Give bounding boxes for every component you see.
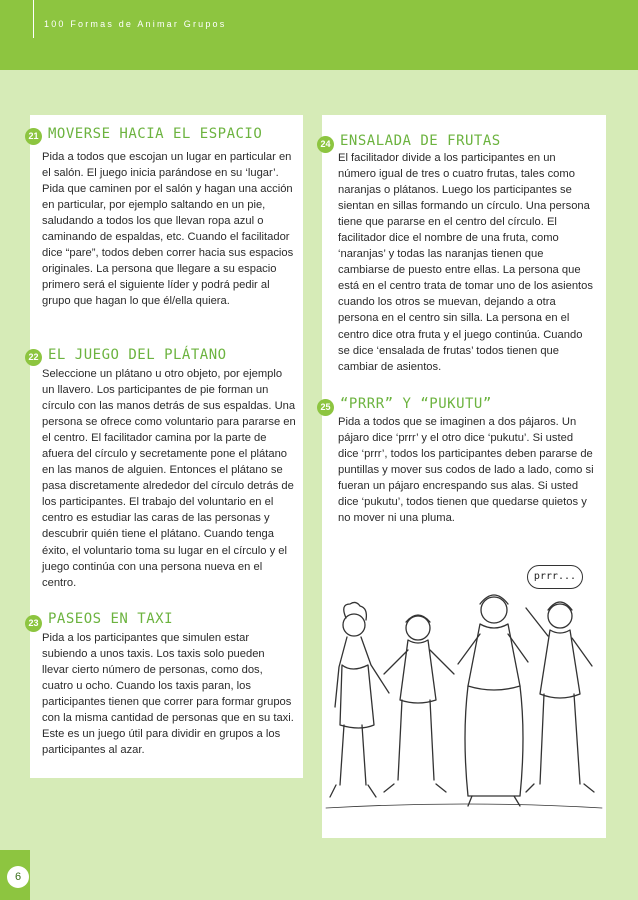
header-divider [33, 0, 34, 38]
game-number-badge: 22 [25, 349, 42, 366]
game-title: PASEOS EN TAXI [48, 611, 174, 627]
game-title: EL JUEGO DEL PLÁTANO [48, 347, 227, 363]
game-description: Seleccione un plátano u otro objeto, por ejemplo un llavero. Los participantes de pie forman un círculo con las manos detrás de sus espaldas. Una persona se ofrece como voluntario para pararse en el centro. El facilitador camina por la parte de afuera del círculo y secretamente pone el plátano en las manos de alguien. Entonces el plátano se pasa discretamente alrededor del círculo detrás de los participantes. El trabajo del voluntario en el centro es estudiar las caras de las personas y descubrir quién tiene el plátano. Cuando tenga éxito, el voluntario toma su lugar en el círculo y el juego continúa con una persona nueva en el centro. [42, 368, 296, 589]
game-number-badge: 23 [25, 615, 42, 632]
game-number-badge: 21 [25, 128, 42, 145]
game-description: El facilitador divide a los participantes en un número igual de tres o cuatro frutas, tales como naranjas o plátanos. Luego los participantes se sientan en sillas formando un círculo. Una persona tiene que pararse en el centro del círculo. El facilitador dice el nombre de una fruta, como ‘naranjas’ y todas las naranjas tienen que cambiarse de puesto entre ellas. La persona que está en el centro trata de tomar uno de los asientos cuando los otros se muevan, dejando a otra persona en el centro sin silla. La persona en el centro dice otra fruta y el juego continúa. Cuando se dice ‘ensalada de frutas’ todos tienen que cambiar de asientos. [338, 152, 593, 373]
game-number-badge: 24 [317, 136, 334, 153]
game-title: MOVERSE HACIA EL ESPACIO [48, 126, 263, 142]
game-description: Pida a todos que se imaginen a dos pájaros. Un pájaro dice ‘prrr’ y el otro dice ‘pukutu’. Si usted dice ‘prrr’, todos los participantes deben pararse de puntillas y mover sus codos de lado a lado, como si fueran un pájaro encrespando sus alas. Si usted dice ‘pukutu’, todos tienen que quedarse quietos y no mover ni una pluma. [338, 416, 594, 525]
running-title: 100 Formas de Animar Grupos [44, 19, 227, 29]
game-title: ENSALADA DE FRUTAS [340, 133, 501, 149]
header-band [0, 0, 638, 70]
page-number: 6 [7, 866, 29, 888]
game-description: Pida a los participantes que simulen estar subiendo a unos taxis. Los taxis solo pueden llevar cierto número de personas, como dos, cuatro u ocho. Cuando los taxis paran, los participantes tienen que correr para formar grupos con la misma cantidad de personas que en su taxi. Este es un juego útil para dividir en grupos a los participantes al azar. [42, 632, 294, 757]
game-number-badge: 25 [317, 399, 334, 416]
game-title: “PRRR” Y “PUKUTU” [340, 396, 492, 412]
game-description: Pida a todos que escojan un lugar en particular en el salón. El juego inicia parándose en su ‘lugar’. Pida que caminen por el salón y hagan una acción en particular, por ejemplo saltando en un pie, saludando a todos los que llevan ropa azul o caminando de espaldas, etc. Cuando el facilitador dice “pare”, todos deben correr hacia sus espacios originales. La persona que llegare a su espacio primero será el siguiente líder y podrá pedir al grupo que hagan lo que él/ella quiera. [42, 151, 294, 308]
speech-bubble: prrr... [527, 565, 583, 589]
